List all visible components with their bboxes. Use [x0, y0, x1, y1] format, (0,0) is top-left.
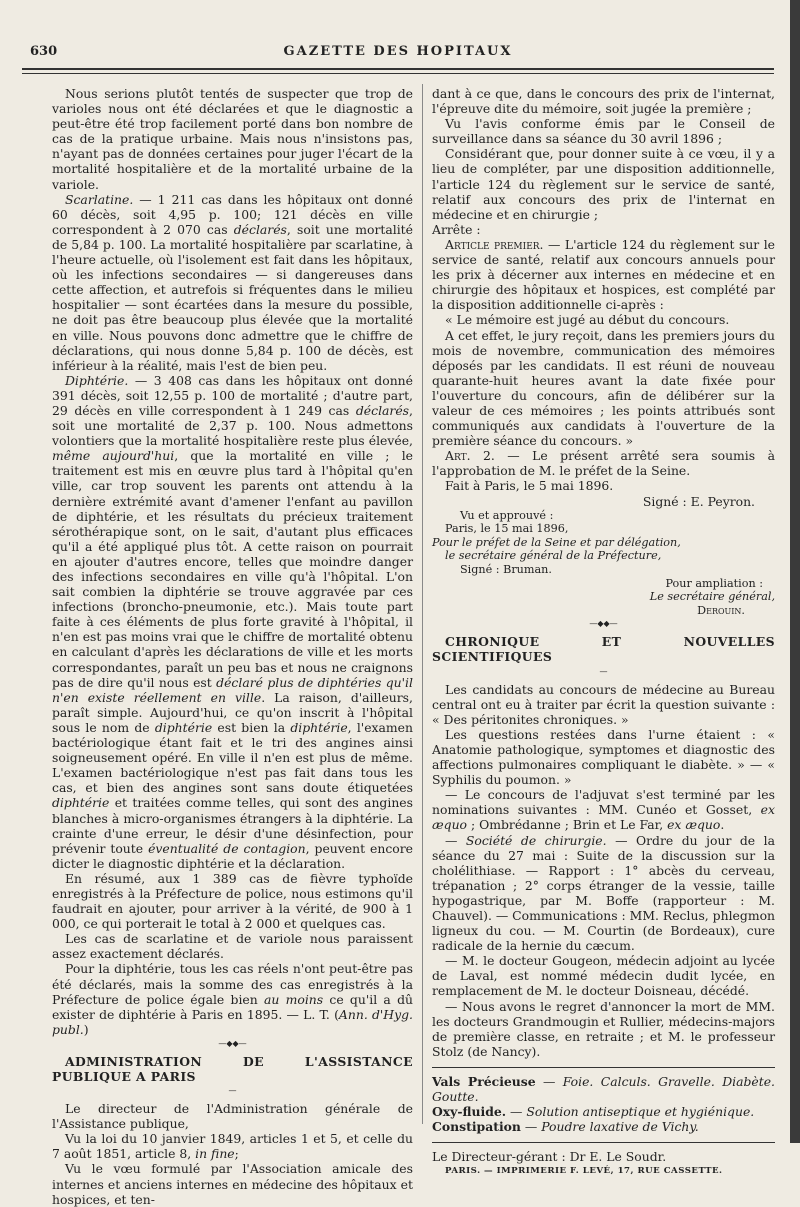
paragraph-directeur: Le directeur de l'Administration générale de l'Assistance publique,	[52, 1101, 413, 1132]
societe-chirurgie-text: — Ordre du jour de la séance du 27 mai : Suite de la discussion sur la cholélithiase. — Rapport : 1° abcès du cerveau, trépanation ; 2° corps étranger de la vessie, taille hypogastrique, par M. Boffe (rapporteur : M. Chauvel). — Communications : MM. Reclus, phlegmon ligneux du cou. — M. Courtin (de Bordeaux), cure radicale de la hernie du cæcum.	[432, 832, 776, 954]
section-ornament-right-small: —	[599, 666, 608, 676]
advert-rule	[432, 1067, 775, 1068]
diph-italic-1: déclarés	[355, 402, 410, 418]
secretaire-prefecture: le secrétaire général de la Préfecture,	[445, 549, 662, 563]
scan-edge	[790, 0, 800, 1143]
conclusion-text-c: )	[83, 1021, 89, 1037]
paragraph-societe-chirurgie	[432, 833, 775, 954]
section-title-chronique: CHRONIQUE ET NOUVELLES SCIENTIFIQUES	[432, 634, 775, 665]
vu-loi-end: ;	[234, 1146, 239, 1162]
paragraph-vu-loi	[52, 1131, 413, 1161]
advert-oxy-name: Oxy-fluide.	[432, 1104, 507, 1120]
paragraph-gougeon: — M. le docteur Gougeon, médecin adjoint au lycée de Laval, est nommé médecin dudit lycée, en remplacement de M. le docteur Doisneau, décédé.	[432, 953, 775, 999]
right-column	[432, 86, 775, 1179]
advert-oxy-fluide	[432, 1104, 775, 1119]
paragraph-quote-2: A cet effet, le jury reçoit, dans les premiers jours du mois de novembre, communication des mémoires déposés par les candidats. Il est réuni de nouveau quarante-huit heures avant la date fixée pour l'ouverture du concours, afin de délibérer sur la valeur de ces mémoires ; les points attribués sont communiqués aux candidats à l'ouverture de la première séance du concours. »	[432, 327, 775, 449]
page-number: 630	[30, 44, 58, 59]
pour-ampliation: Pour ampliation :	[665, 576, 763, 590]
advert-constipation-name: Constipation	[432, 1119, 521, 1135]
scarlatine-text-b: , soit une mortalité de 5,84 p. 100. La mortalité hospitalière par scarlatine, à l'heure actuelle, où l'isolement est fait dans les hôpitaux, où les infections secondaires — si dangereuses dans cette affection, et autrefois si fréquentes dans le milieu hospitalier — sont écartées dans la mesure du possible, ne doit pas être beaucoup plus élevée que la mortalité en ville. Nous pouvons donc admettre que le chiffre de déclarations, qui nous donne 5,84 p. 100 de décès, est inférieur à la réalité, mais l'est de bien peu.	[52, 221, 413, 373]
diph-text-h: , peuvent encore dicter le diagnostic diphtérie et la déclaration.	[52, 840, 414, 871]
advert-constipation	[432, 1119, 775, 1134]
advert-constipation-desc: — Poudre laxative de Vichy.	[520, 1119, 699, 1135]
adjuvat-text-a: — Le concours de l'adjuvat s'est terminé par les nominations suivantes : MM. Cunéo et Gosset,	[432, 787, 775, 818]
journal-title: GAZETTE DES HOPITAUX	[283, 44, 513, 59]
scarlatine-text-a: — 1 211 cas dans les hôpitaux ont donné 60 décès, soit 4,95 p. 100; 121 décès en ville correspondent à 2 070 cas	[52, 191, 413, 237]
paragraph-resume: En résumé, aux 1 389 cas de fièvre typhoïde enregistrés à la Préfecture de police, nous estimons qu'il faudrait en ajouter, pour arriver à la vérité, de 900 à 1 000, ce qui porterait le total à 2 000 et quelques cas.	[52, 870, 413, 932]
left-column	[52, 86, 413, 1207]
conclusion-citation: Ann. d'Hyg. publ.	[52, 1006, 413, 1037]
signature-peyron: Signé : E. Peyron.	[642, 493, 755, 509]
imprint-line: PARIS. — IMPRIMERIE F. LEVÉ, 17, RUE CASSETTE.	[445, 1166, 723, 1177]
paragraph-article-premier	[432, 237, 775, 312]
column-separator	[422, 84, 423, 1124]
advert-vals-desc: — Foie. Calculs. Gravelle. Diabète. Goutte.	[432, 1073, 775, 1104]
vu-loi-text: Vu la loi du 10 janvier 1849, articles 1 et 5, et celle du 7 août 1851, article 8,	[52, 1131, 413, 1162]
directeur-gerant: Le Directeur-gérant : Dr E. Le Soudr.	[432, 1149, 667, 1165]
adjuvat-italic-2: ex æquo	[667, 817, 721, 833]
paragraph-adjuvat	[432, 787, 775, 832]
article-2-label: Art. 2.	[445, 448, 495, 464]
paragraph-fait: Fait à Paris, le 5 mai 1896.	[445, 478, 614, 494]
section-ornament: —◆◆—	[218, 1038, 247, 1048]
diph-italic-6: diphtérie	[52, 795, 110, 811]
paragraph-questions: Les questions restées dans l'urne étaient : « Anatomie pathologique, symptomes et diagnostic des affections pulmonaires compliquant le diabète. » — « Syphilis du poumon. »	[432, 726, 775, 788]
diph-text-d: . La raison, d'ailleurs, paraît simple. Aujourd'hui, ce qu'on inscrit à l'hôpital sous le nom de	[52, 689, 413, 735]
paragraph-vu-voeu: Vu le vœu formulé par l'Association amicale des internes et anciens internes en médecine des hôpitaux et hospices, et ten-	[52, 1161, 413, 1207]
paragraph-vu-avis: Vu l'avis conforme émis par le Conseil de surveillance dans sa séance du 30 avril 1896 ;	[432, 116, 775, 147]
advert-vals-name: Vals Précieuse	[432, 1073, 536, 1089]
adjuvat-text-c: .	[720, 817, 725, 833]
paris-date: Paris, le 15 mai 1896,	[445, 522, 569, 536]
scarlatine-text-italic: déclarés	[233, 221, 287, 237]
diph-text-b: , soit une mortalité de 2,37 p. 100. Nous admettons volontiers que la mortalité hospitalière reste plus élevée,	[52, 402, 413, 449]
societe-chirurgie-heading: — Société de chirurgie.	[445, 832, 607, 848]
diph-italic-2: même aujourd'hui	[52, 448, 175, 464]
diph-italic-3: déclaré plus de diphtéries qu'il n'en existe réellement en ville	[52, 674, 413, 705]
diph-italic-7: éventualité de contagion	[148, 840, 306, 856]
conclusion-italic: au moins	[263, 991, 324, 1007]
paragraph-quote-1: « Le mémoire est jugé au début du concours.	[445, 312, 730, 328]
vu-loi-italic: in fine	[195, 1146, 235, 1162]
advert-oxy-desc: — Solution antiseptique et hygiénique.	[506, 1104, 755, 1120]
header-rule-thin	[22, 73, 774, 74]
section-title-administration: ADMINISTRATION DE L'ASSISTANCE PUBLIQUE A PARIS	[52, 1053, 413, 1084]
pour-prefet: Pour le préfet de la Seine et par délégation,	[432, 535, 681, 549]
secretaire-general: Le secrétaire général,	[649, 590, 775, 604]
section-ornament-small: —	[228, 1086, 237, 1096]
conclusion-text-a: Pour la diphtérie, tous les cas réels n'ont peut-être pas été déclarés, mais la somme des cas enregistrés à la Préfecture de police égale bien	[52, 961, 413, 1007]
adjuvat-italic-1: ex æquo	[432, 802, 775, 833]
signature-bruman: Signé : Bruman.	[460, 563, 552, 576]
conclusion-text-b: ce qu'il a dû exister de diphtérie à Paris en 1895. — L. T. (	[52, 991, 413, 1022]
paragraph-diphterie	[52, 373, 413, 871]
page-header	[22, 44, 774, 64]
paragraph-continuation: dant à ce que, dans le concours des prix de l'internat, l'épreuve dite du mémoire, soit jugée la première ;	[432, 86, 775, 117]
paragraph-article-2	[432, 448, 775, 478]
section-ornament-right: —◆◆—	[589, 619, 618, 629]
article-premier-label: Article premier.	[445, 236, 544, 252]
advert-vals	[432, 1074, 775, 1104]
scarlatine-heading: Scarlatine.	[65, 191, 134, 207]
paragraph-considerant: Considérant que, pour donner suite à ce vœu, il y a lieu de compléter, par une disposition additionnelle, l'article 124 du règlement sur le service de santé, relatif aux concours des prix de l'internat en médecine et en chirurgie ;	[432, 146, 775, 222]
header-rule	[22, 68, 774, 70]
paragraph-variole: Nous serions plutôt tentés de suspecter que trop de varioles nous ont été déclarées et que le diagnostic a peut-être été trop facilement porté dans bon nombre de cas de la pratique urbaine. Mais nous n'insistons pas, n'ayant pas de données certaines pour juger l'écart de la mortalité hospitalière et de la mortalité urbaine de la variole.	[52, 86, 413, 192]
arrete-heading: Arrête :	[432, 221, 481, 237]
adjuvat-text-b: ; Ombrédanne ; Brin et Le Far,	[467, 817, 668, 833]
diph-italic-5: diphtérie	[290, 719, 348, 735]
diph-text-a: — 3 408 cas dans les hôpitaux ont donné 391 décès, soit 12,55 p. 100 de mortalité ; d'autre part, 29 décès en ville correspondent à 1 249 cas	[52, 372, 413, 418]
paragraph-concours: Les candidats au concours de médecine au Bureau central ont eu à traiter par écrit la question suivante : « Des péritonites chroniques. »	[432, 681, 775, 727]
article-premier-text: — L'article 124 du règlement sur le service de santé, relatif aux concours annuels pour les prix à décerner aux internes en médecine et en chirurgie des hôpitaux et hospices, est complété par la disposition additionnelle ci-après :	[432, 236, 775, 313]
diph-italic-4: diphtérie	[154, 719, 213, 735]
diph-text-c: , que la mortalité en ville ; le traitement est mis en œuvre plus tard à l'hôpital qu'en ville, car trop souvent les parents ont attendu à la dernière extrémité avant d'amener l'enfant au pavillon de diphtérie, et les résultats du précieux traitement sérothérapique sont, on le sait, d'autant plus efficaces qu'il a été appliqué plus tôt. A cette raison on pourrait en ajouter d'autres encore, telles que moindre danger des infections secondaires en ville qu'à l'hôpital. L'on sait combien la diphtérie se trouve aggravée par ces infections (broncho-pneumonie, etc.). Mais toute part faite à ces éléments de plus forte gravité à l'hôpital, il n'en est pas moins vrai que le chiffre de mortalité obtenu en calculant d'après les déclarations de ville et les morts correspondantes, paraît un peu bas et nous ne craignons pas de dire qu'il nous est	[52, 448, 413, 690]
paragraph-diphterie-conclusion	[52, 961, 413, 1036]
paragraph-scarlatine-variole: Les cas de scarlatine et de variole nous paraissent assez exactement déclarés.	[52, 931, 413, 962]
signature-derouin: Derouin.	[697, 603, 745, 617]
diphterie-heading: Diphtérie.	[65, 372, 129, 388]
paragraph-deces: — Nous avons le regret d'annoncer la mort de MM. les docteurs Grandmougin et Rullier, médecins-majors de première classe, en retraite ; et M. le professeur Stolz (de Nancy).	[432, 998, 775, 1059]
paragraph-scarlatine	[52, 192, 413, 373]
diph-text-e: est bien la	[212, 719, 291, 735]
diph-text-g: et traitées comme telles, qui sont des angines blanches à micro-organismes étrangers à la diphtérie. La crainte d'une erreur, le désir d'une désinfection, pour prévenir toute	[52, 795, 413, 856]
vu-approuve: Vu et approuvé :	[460, 508, 554, 522]
article-2-text: — Le présent arrêté sera soumis à l'approbation de M. le préfet de la Seine.	[432, 448, 775, 479]
diph-text-f: , l'examen bactériologique étant fait et le tri des angines ainsi soigneusement opéré. En ville il n'en est plus de même. L'examen bactériologique n'est pas fait dans tous les cas, et bien des angines sont sans doute étiquetées	[52, 719, 413, 796]
